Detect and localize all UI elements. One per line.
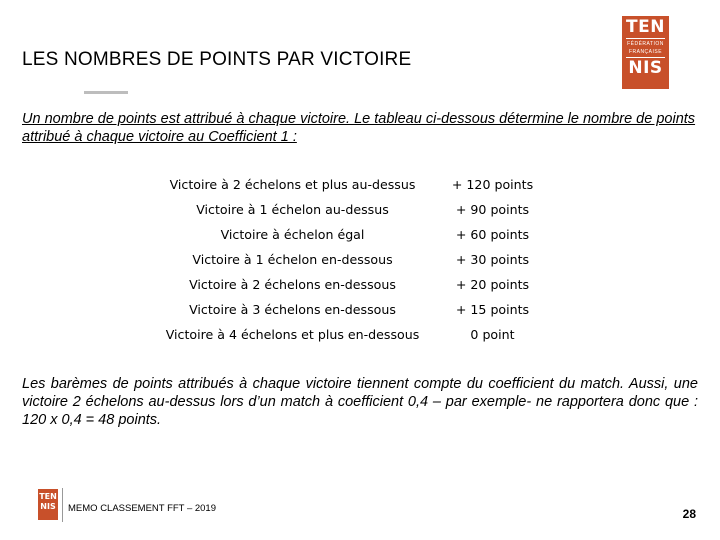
footer-tennis-logo bbox=[38, 489, 58, 520]
footer-logo-bottom: NIS bbox=[40, 502, 56, 511]
logo-divider bbox=[626, 38, 665, 39]
table-row bbox=[160, 272, 560, 297]
points-value: + 15 points bbox=[455, 302, 530, 317]
explanation-paragraph: Les barèmes de points attribués à chaque victoire tiennent compte du coefficient du match. Aussi, une victoire 2 échelons au-dessus lors d’un match à coefficient 0,4 – par exemple- ne rapportera donc que : 120 x 0,4 = 48 points. bbox=[22, 376, 698, 428]
points-value: + 30 points bbox=[455, 252, 530, 267]
victory-label: Victoire à 1 échelon au-dessus bbox=[196, 202, 389, 217]
points-value: + 20 points bbox=[455, 277, 530, 292]
footer-logo-top: TEN bbox=[39, 492, 57, 501]
page-title: LES NOMBRES DE POINTS PAR VICTOIRE bbox=[22, 49, 412, 70]
points-value: 0 point bbox=[470, 327, 515, 342]
table-row bbox=[160, 322, 560, 347]
footer-divider bbox=[62, 488, 63, 522]
table-row bbox=[160, 222, 560, 247]
table-row bbox=[160, 172, 560, 197]
victory-label: Victoire à 2 échelons et plus au-dessus bbox=[169, 177, 416, 192]
fft-tennis-logo bbox=[622, 16, 669, 89]
intro-paragraph: Un nombre de points est attribué à chaque victoire. Le tableau ci-dessous détermine le nombre de points attribué à chaque victoire au Coefficient 1 : bbox=[22, 111, 696, 145]
victory-label: Victoire à 1 échelon en-dessous bbox=[192, 252, 393, 267]
victory-label: Victoire à 2 échelons en-dessous bbox=[189, 277, 396, 292]
table-row bbox=[160, 197, 560, 222]
points-value: + 60 points bbox=[455, 227, 530, 242]
victory-label: Victoire à échelon égal bbox=[220, 227, 365, 242]
points-value: + 90 points bbox=[455, 202, 530, 217]
victory-label: Victoire à 4 échelons et plus en-dessous bbox=[165, 327, 420, 342]
title-underline bbox=[84, 91, 128, 94]
logo-text-bottom: NIS bbox=[628, 58, 663, 78]
table-row bbox=[160, 297, 560, 322]
page-number: 28 bbox=[682, 507, 696, 521]
points-table bbox=[160, 172, 560, 347]
logo-subtext-2: FRANÇAISE bbox=[628, 49, 663, 55]
footer-caption: MEMO CLASSEMENT FFT – 2019 bbox=[68, 503, 216, 514]
victory-label: Victoire à 3 échelons en-dessous bbox=[189, 302, 396, 317]
logo-subtext-1: FÉDÉRATION bbox=[627, 41, 664, 47]
points-value: + 120 points bbox=[451, 177, 534, 192]
logo-text-top: TEN bbox=[626, 17, 665, 37]
table-row bbox=[160, 247, 560, 272]
